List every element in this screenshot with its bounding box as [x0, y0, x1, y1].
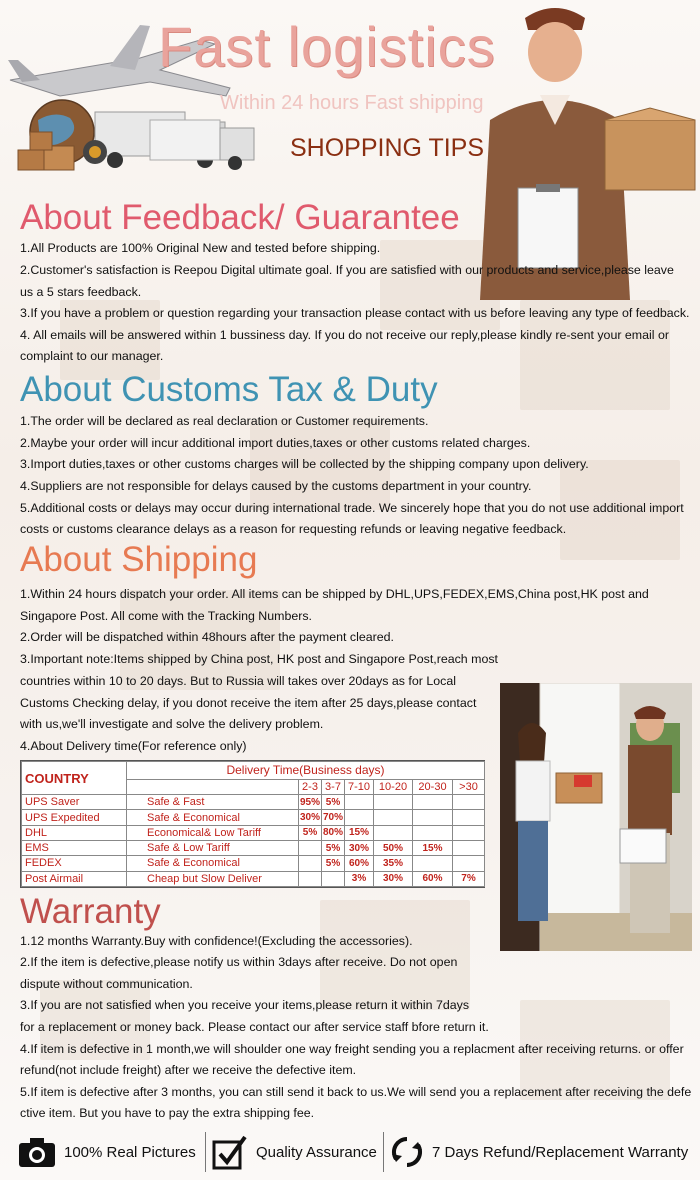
column-header: 20-30	[413, 779, 453, 794]
column-header: 2-3	[299, 779, 322, 794]
feedback-line: 1.All Products are 100% Original New and tested before shipping.	[20, 241, 381, 255]
feedback-line: 3.If you have a problem or question regarding your transaction please contact with us before leaving any type of feedback.	[20, 306, 690, 320]
divider	[383, 1132, 384, 1172]
shipping-line: Singapore Post. All come with the Tracking Numbers.	[20, 609, 313, 623]
carrier-name: Post Airmail	[22, 871, 127, 886]
table-cell: 50%	[374, 841, 413, 856]
refund-label: 7 Days Refund/Replacement Warranty	[432, 1143, 689, 1161]
column-header: 10-20	[374, 779, 413, 794]
page-subtitle: Within 24 hours Fast shipping	[220, 92, 484, 114]
shipping-line: countries within 10 to 20 days. But to Russia will takes over 20days as for Local	[20, 674, 456, 688]
delivery-time-header: Delivery Time(Business days)	[127, 762, 485, 780]
table-cell	[345, 810, 374, 825]
table-cell	[345, 795, 374, 810]
shipping-line: with us,we'll investigate and solve the delivery problem.	[20, 717, 324, 731]
shipping-line: 3.Important note:Items shipped by China post, HK post and Singapore Post,reach most	[20, 652, 498, 666]
table-cell: 5%	[322, 841, 345, 856]
warranty-line: 5.If item is defective after 3 months, you can still send it back to us.We will send you a replacement after receiving the defe	[20, 1085, 692, 1099]
divider	[205, 1132, 206, 1172]
customs-line: costs or customs clearance delays as a reason for requesting refunds or leaving negative feedback.	[20, 522, 567, 536]
table-cell	[453, 825, 485, 840]
table-cell: 30%	[374, 871, 413, 886]
table-cell	[453, 856, 485, 871]
customs-line: 2.Maybe your order will incur additional import duties,taxes or other customs related charges.	[20, 436, 531, 450]
table-cell: 7%	[453, 871, 485, 886]
shipping-line: 2.Order will be dispatched within 48hours after the payment cleared.	[20, 630, 394, 644]
table-cell	[453, 841, 485, 856]
warranty-line: dispute without communication.	[20, 977, 193, 991]
carrier-name: EMS	[22, 841, 127, 856]
real-pictures-label: 100% Real Pictures	[64, 1143, 196, 1161]
carrier-name: DHL	[22, 825, 127, 840]
truck-icon	[95, 112, 254, 170]
customs-line: 4.Suppliers are not responsible for delays caused by the customs department in your country.	[20, 479, 532, 493]
table-cell: 5%	[322, 856, 345, 871]
warranty-line: for a replacement or money back. Please contact our after service staff bfore return it.	[20, 1020, 489, 1034]
carrier-name: FEDEX	[22, 856, 127, 871]
carrier-note: Economical& Low Tariff	[127, 825, 299, 840]
camera-icon	[18, 1136, 56, 1168]
table-cell	[413, 856, 453, 871]
table-cell	[374, 795, 413, 810]
warranty-line: 2.If the item is defective,please notify us within 3days after receive. Do not open	[20, 955, 458, 969]
table-cell	[322, 871, 345, 886]
shipping-line: 1.Within 24 hours dispatch your order. All items can be shipped by DHL,UPS,FEDEX,EMS,China post,HK post and	[20, 587, 649, 601]
table-cell: 15%	[413, 841, 453, 856]
feedback-line: complaint to our manager.	[20, 349, 164, 363]
real-pictures-badge	[18, 1128, 196, 1176]
table-row	[22, 810, 485, 825]
table-cell: 70%	[322, 810, 345, 825]
delivery-time-table	[20, 760, 485, 888]
feedback-line: 4. All emails will be answered within 1 bussiness day. If you do not receive our reply,please kindly re-sent your email or	[20, 328, 669, 342]
table-row	[22, 795, 485, 810]
table-cell	[413, 795, 453, 810]
carrier-note: Cheap but Slow Deliver	[127, 871, 299, 886]
table-row	[22, 871, 485, 886]
shipping-heading: About Shipping	[20, 540, 258, 579]
carrier-note: Safe & Economical	[127, 810, 299, 825]
customs-line: 5.Additional costs or delays may occur during international trade. We sincerely hope that you do not use additional import	[20, 501, 684, 515]
table-cell: 35%	[374, 856, 413, 871]
carrier-name: UPS Saver	[22, 795, 127, 810]
table-cell	[299, 856, 322, 871]
table-cell	[299, 871, 322, 886]
table-row	[22, 841, 485, 856]
country-header: COUNTRY	[22, 762, 127, 795]
table-cell: 30%	[299, 810, 322, 825]
table-cell	[299, 841, 322, 856]
carrier-note: Safe & Fast	[127, 795, 299, 810]
warranty-line: ctive item. But you have to pay the extra shipping fee.	[20, 1106, 315, 1120]
quality-badge	[212, 1128, 377, 1176]
delivery-man-photo	[470, 0, 700, 300]
table-cell: 30%	[345, 841, 374, 856]
warranty-line: 1.12 months Warranty.Buy with confidence!(Excluding the accessories).	[20, 934, 413, 948]
table-cell	[413, 825, 453, 840]
table-cell: 5%	[322, 795, 345, 810]
warranty-line: 3.If you are not satisfied when you receive your items,please return it within 7days	[20, 998, 470, 1012]
table-cell	[453, 810, 485, 825]
column-header: 3-7	[322, 779, 345, 794]
table-row	[22, 856, 485, 871]
warranty-line: 4.If item is defective in 1 month,we will shoulder one way freight sending you a replacment after receiving returns. or offer	[20, 1042, 684, 1056]
shipping-line: 4.About Delivery time(For reference only)	[20, 739, 247, 753]
refresh-icon	[390, 1134, 424, 1170]
column-header: >30	[453, 779, 485, 794]
table-cell: 5%	[299, 825, 322, 840]
page-title: Fast logistics	[158, 15, 496, 78]
table-cell	[374, 825, 413, 840]
warranty-heading: Warranty	[20, 892, 161, 931]
feedback-heading: About Feedback/ Guarantee	[20, 198, 460, 237]
table-cell: 80%	[322, 825, 345, 840]
column-header: 7-10	[345, 779, 374, 794]
table-cell	[453, 795, 485, 810]
table-cell	[374, 810, 413, 825]
table-row	[22, 825, 485, 840]
carrier-note: Safe & Economical	[127, 856, 299, 871]
feedback-line: 2.Customer's satisfaction is Reepou Digital ultimate goal. If you are satisfied with our products and service,please leave	[20, 263, 674, 277]
delivery-photo	[500, 683, 692, 951]
customs-line: 1.The order will be declared as real declaration or Customer requirements.	[20, 414, 429, 428]
table-cell: 95%	[299, 795, 322, 810]
table-cell: 15%	[345, 825, 374, 840]
table-cell: 60%	[345, 856, 374, 871]
customs-heading: About Customs Tax & Duty	[20, 370, 438, 409]
checkbox-icon	[212, 1134, 248, 1170]
table-cell: 3%	[345, 871, 374, 886]
customs-line: 3.Import duties,taxes or other customs charges will be collected by the shipping company upon delivery.	[20, 457, 589, 471]
warranty-line: refund(not include freight) after we receive the defective item.	[20, 1063, 357, 1077]
feedback-line: us a 5 stars feedback.	[20, 285, 142, 299]
table-cell: 60%	[413, 871, 453, 886]
shopping-tips-heading: SHOPPING TIPS	[290, 134, 485, 162]
shipping-line: Customs Checking delay, if you donot receive the item after 25 days,please contact	[20, 696, 477, 710]
carrier-name: UPS Expedited	[22, 810, 127, 825]
table-cell	[413, 810, 453, 825]
carrier-note: Safe & Low Tariff	[127, 841, 299, 856]
refund-badge	[390, 1128, 688, 1176]
quality-label: Quality Assurance	[256, 1143, 377, 1161]
guarantee-strip	[0, 1128, 700, 1176]
